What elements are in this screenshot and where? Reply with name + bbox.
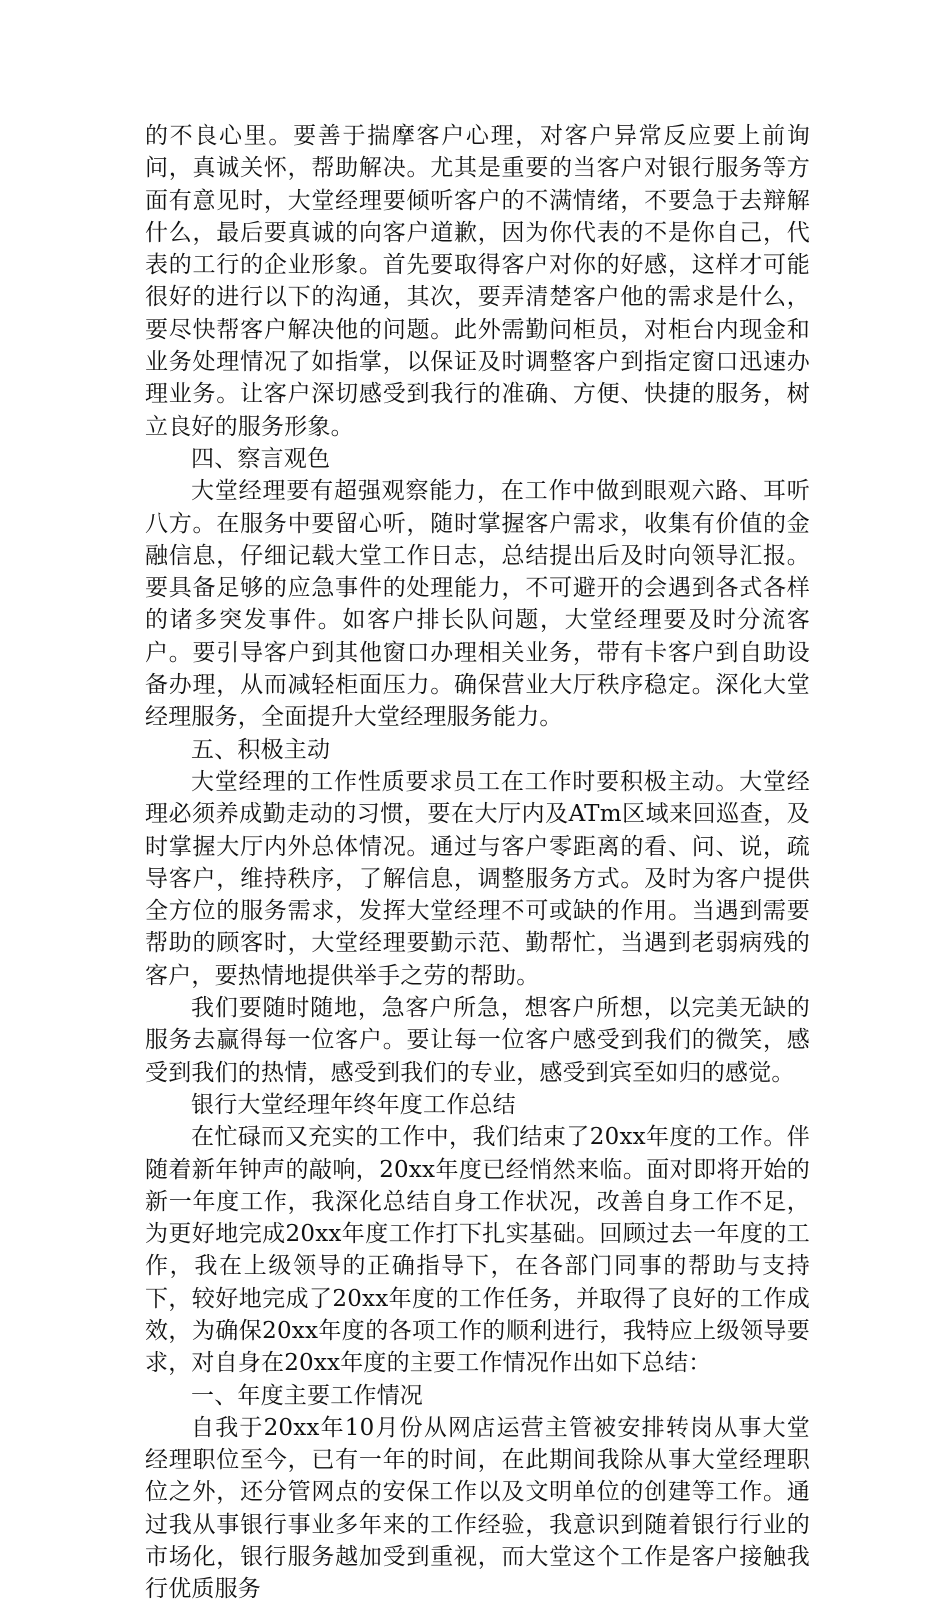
paragraph-summary-intro: 在忙碌而又充实的工作中，我们结束了20xx年度的工作。伴随着新年钟声的敲响，20xx年度已经悄然来临。面对即将开始的新一年度工作，我深化总结自身工作状况，改善自身工作不足，为更好地完成20xx年度工作打下扎实基础。回顾过去一年度的工作，我在上级领导的正确指导下，在各部门同事的帮助与支持下，较好地完成了20xx年度的工作任务，并取得了良好的工作成效，为确保20xx年度的各项工作的顺利进行，我特应上级领导要求，对自身在20xx年度的主要工作情况作出如下总结：	[145, 1124, 810, 1377]
document-subtitle: 银行大堂经理年终年度工作总结	[191, 1091, 516, 1118]
section-heading-observe: 四、察言观色	[191, 445, 331, 472]
paragraph-continuation: 的不良心里。要善于揣摩客户心理，对客户异常反应要上前询问，真诚关怀，帮助解决。尤其是重要的当客户对银行服务等方面有意见时，大堂经理要倾听客户的不满情绪，不要急于去辩解什么，最后要真诚的向客户道歉，因为你代表的不是你自己，代表的工行的企业形象。首先要取得客户对你的好感，这样才可能很好的进行以下的沟通，其次，要弄清楚客户他的需求是什么，要尽快帮客户解决他的问题。此外需勤问柜员，对柜台内现金和业务处理情况了如指掌，以保证及时调整客户到指定窗口迅速办理业务。让客户深切感受到我行的准确、方便、快捷的服务，树立良好的服务形象。	[145, 123, 810, 440]
document-page	[145, 120, 810, 1606]
paragraph-proactive: 大堂经理的工作性质要求员工在工作时要积极主动。大堂经理必须养成勤走动的习惯，要在大厅内及ATm区域来回巡查，及时掌握大厅内外总体情况。通过与客户零距离的看、问、说，疏导客户，维持秩序，了解信息，调整服务方式。及时为客户提供全方位的服务需求，发挥大堂经理不可或缺的作用。当遇到需要帮助的顾客时，大堂经理要勤示范、勤帮忙，当遇到老弱病残的客户，要热情地提供举手之劳的帮助。	[145, 768, 810, 989]
section-heading-proactive: 五、积极主动	[191, 736, 331, 763]
paragraph-service: 我们要随时随地，急客户所急，想客户所想，以完美无缺的服务去赢得每一位客户。要让每一位客户感受到我们的微笑，感受到我们的热情，感受到我们的专业，感受到宾至如归的感觉。	[145, 995, 810, 1086]
paragraph-annual-work: 自我于20xx年10月份从网店运营主管被安排转岗从事大堂经理职位至今，已有一年的时间，在此期间我除从事大堂经理职位之外，还分管网点的安保工作以及文明单位的创建等工作。通过我从事银行事业多年来的工作经验，我意识到随着银行行业的市场化，银行服务越加受到重视，而大堂这个工作是客户接触我行优质服务	[145, 1414, 810, 1603]
section-heading-annual-work: 一、年度主要工作情况	[191, 1382, 423, 1409]
paragraph-observe: 大堂经理要有超强观察能力，在工作中做到眼观六路、耳听八方。在服务中要留心听，随时掌握客户需求，收集有价值的金融信息，仔细记载大堂工作日志，总结提出后及时向领导汇报。要具备足够的应急事件的处理能力，不可避开的会遇到各式各样的诸多突发事件。如客户排长队问题，大堂经理要及时分流客户。要引导客户到其他窗口办理相关业务，带有卡客户到自助设备办理，从而减轻柜面压力。确保营业大厅秩序稳定。深化大堂经理服务，全面提升大堂经理服务能力。	[145, 478, 810, 731]
